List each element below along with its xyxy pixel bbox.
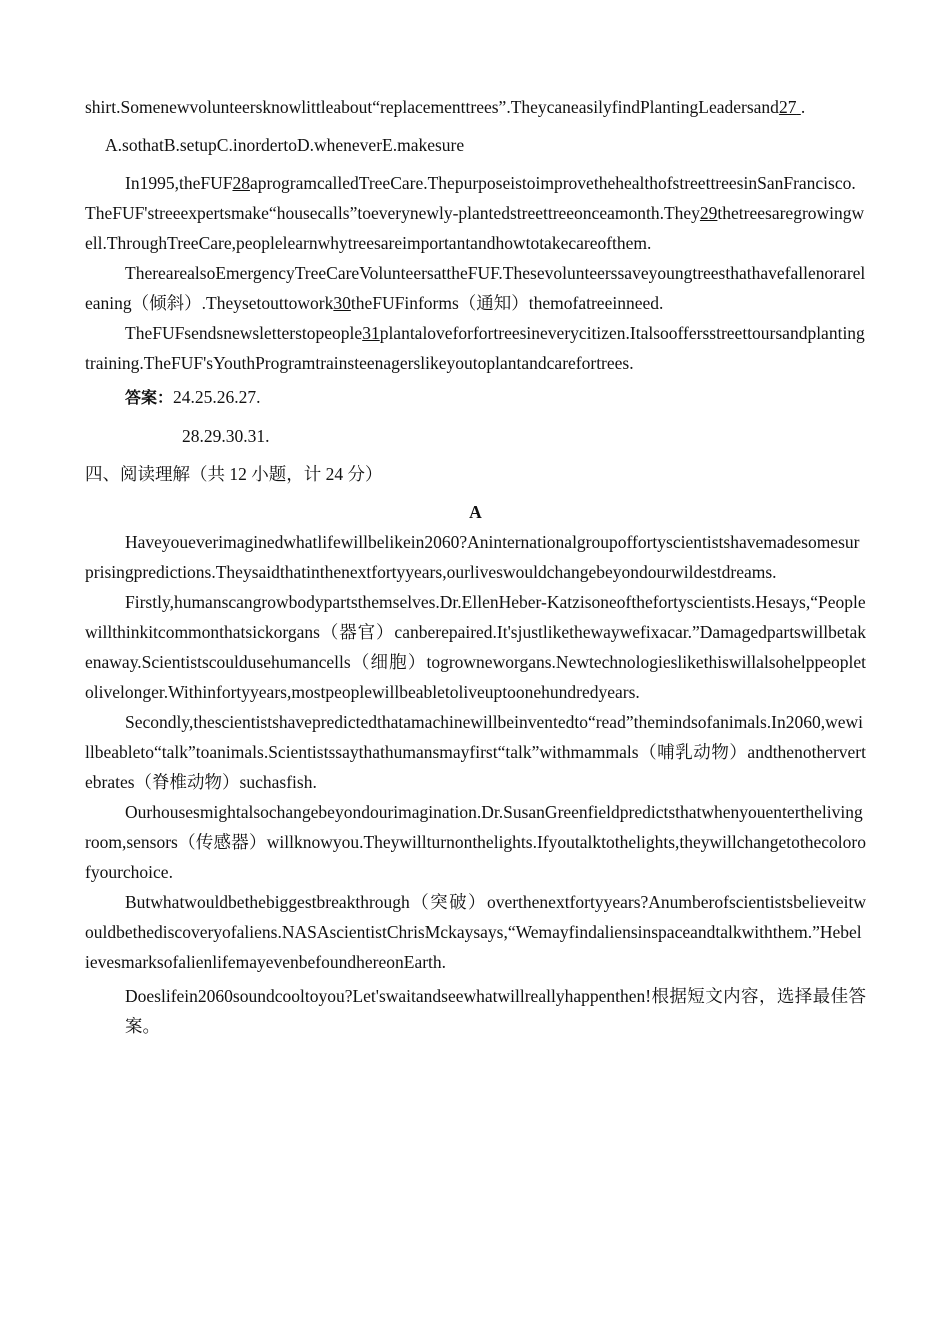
- cloze-intro-paragraph: [85, 92, 866, 122]
- blank-30: 30: [333, 293, 351, 313]
- blank-31: 31: [362, 323, 380, 343]
- paragraph-text: plantaloveforfortreesineverycitizen.Italsooffersstreettoursandplantingtraining.TheFUF'sYouthProgramtrainsteenagerslikeyoutoplantandcarefortrees.: [85, 323, 865, 373]
- answer-line-2: 28.29.30.31.: [182, 426, 270, 446]
- paragraph-text: In1995,theFUF: [125, 173, 233, 193]
- passage-paragraph-4: Ourhousesmightalsochangebeyondourimagination.Dr.SusanGreenfieldpredictsthatwhenyouenterthelivingroom,sensors（传感器）willknowyou.Theywillturnonthelights.Ifyoutalktothelights,theywillchangetothecolorofyourchoice.: [85, 802, 866, 882]
- cloze-paragraph-1: [85, 168, 866, 258]
- passage-paragraph-6: Doeslifein2060soundcooltoyou?Let'swaitandseewhatwillreallyhappenthen!根据短文内容，选择最佳答案。: [125, 986, 866, 1036]
- blank-29: 29: [699, 203, 718, 223]
- blank-28: 28: [232, 173, 250, 193]
- paragraph-text: theFUFinforms（通知）themofatreeinneed.: [350, 293, 664, 313]
- passage-paragraph-5: Butwhatwouldbethebiggestbreakthrough（突破）overthenextfortyyears?Anumberofscientistsbelieveitwouldbethediscoveryofaliens.NASAscientistChrisMckaysays,“Wemayfindaliensinspaceandtalkwiththem.”HebelievesmarksofalienlifemayevenbefoundhereonEarth.: [85, 892, 866, 972]
- passage-paragraph-3: Secondly,thescientistshavepredictedthatamachinewillbeinventedto“read”themindsofanimals.In2060,wewillbeableto“talk”toanimals.Scientistssaythathumansmayfirst“talk”withmammals（哺乳动物）andthenothervertebrates（脊椎动物）suchasfish.: [85, 712, 866, 792]
- cloze-paragraph-3: [85, 318, 866, 378]
- passage-paragraph-2: Firstly,humanscangrowbodypartsthemselves.Dr.EllenHeber-Katzisoneofthefortyscientists.Hesays,“Peoplewillthinkitcommonthatsickorgans（器官）canberepaired.It'sjustlikethewaywefixacar.”Damagedpartswillbetakenaway.Scientistscouldusehumancells（细胞）togrowneworgans.Newtechnologieslikethiswillalsohelppeopletolivelonger.Withinfortyyears,mostpeoplewillbeabletoliveuptoonehundredyears.: [85, 592, 866, 702]
- paragraph-text: thetreesaregrowingwell.ThroughTreeCare,peoplelearnwhytreesareimportantandhowtotakecareofthem.: [85, 203, 865, 253]
- paragraph-text: aprogramcalledTreeCare.ThepurposeistoimprovethehealthofstreettreesinSanFrancisco.TheFUF'streeexpertsmake“housecalls”toeverynewly-plantedstreettreeonceamonth.They: [85, 173, 856, 223]
- blank-27: 27: [778, 97, 797, 117]
- answer-line-1: [85, 382, 866, 413]
- section-title: 四、阅读理解（共 12 小题，计 24 分）: [85, 464, 383, 484]
- paragraph-text: .: [800, 97, 806, 117]
- answer-label: 答案：: [125, 388, 174, 407]
- paragraph-text: TheFUFsendsnewsletterstopeople: [125, 323, 363, 343]
- paragraph-text: TherearealsoEmergencyTreeCareVolunteersattheFUF.Thesevolunteerssaveyoungtreesthathavefallenorareleaning（倾斜）.Theysetouttowork: [85, 263, 866, 313]
- document-page: [85, 92, 866, 1041]
- passage-label: A: [469, 502, 482, 522]
- paragraph-text: shirt.Somenewvolunteersknowlittleabout“replacementtrees”.TheycaneasilyfindPlantingLeadersand: [85, 97, 779, 117]
- passage-paragraph-1: Haveyoueverimaginedwhatlifewillbelikein2060?Aninternationalgroupoffortyscientistshavemadesomesurprisingpredictions.Theysaidthatinthenextfortyyears,ourliveswouldchangebeyondourwildestdreams.: [85, 532, 860, 582]
- cloze-paragraph-2: [85, 258, 866, 318]
- cloze-options: A.sothatB.setupC.inordertoD.wheneverE.makesure: [105, 135, 465, 155]
- answer-numbers: 24.25.26.27.: [173, 387, 261, 407]
